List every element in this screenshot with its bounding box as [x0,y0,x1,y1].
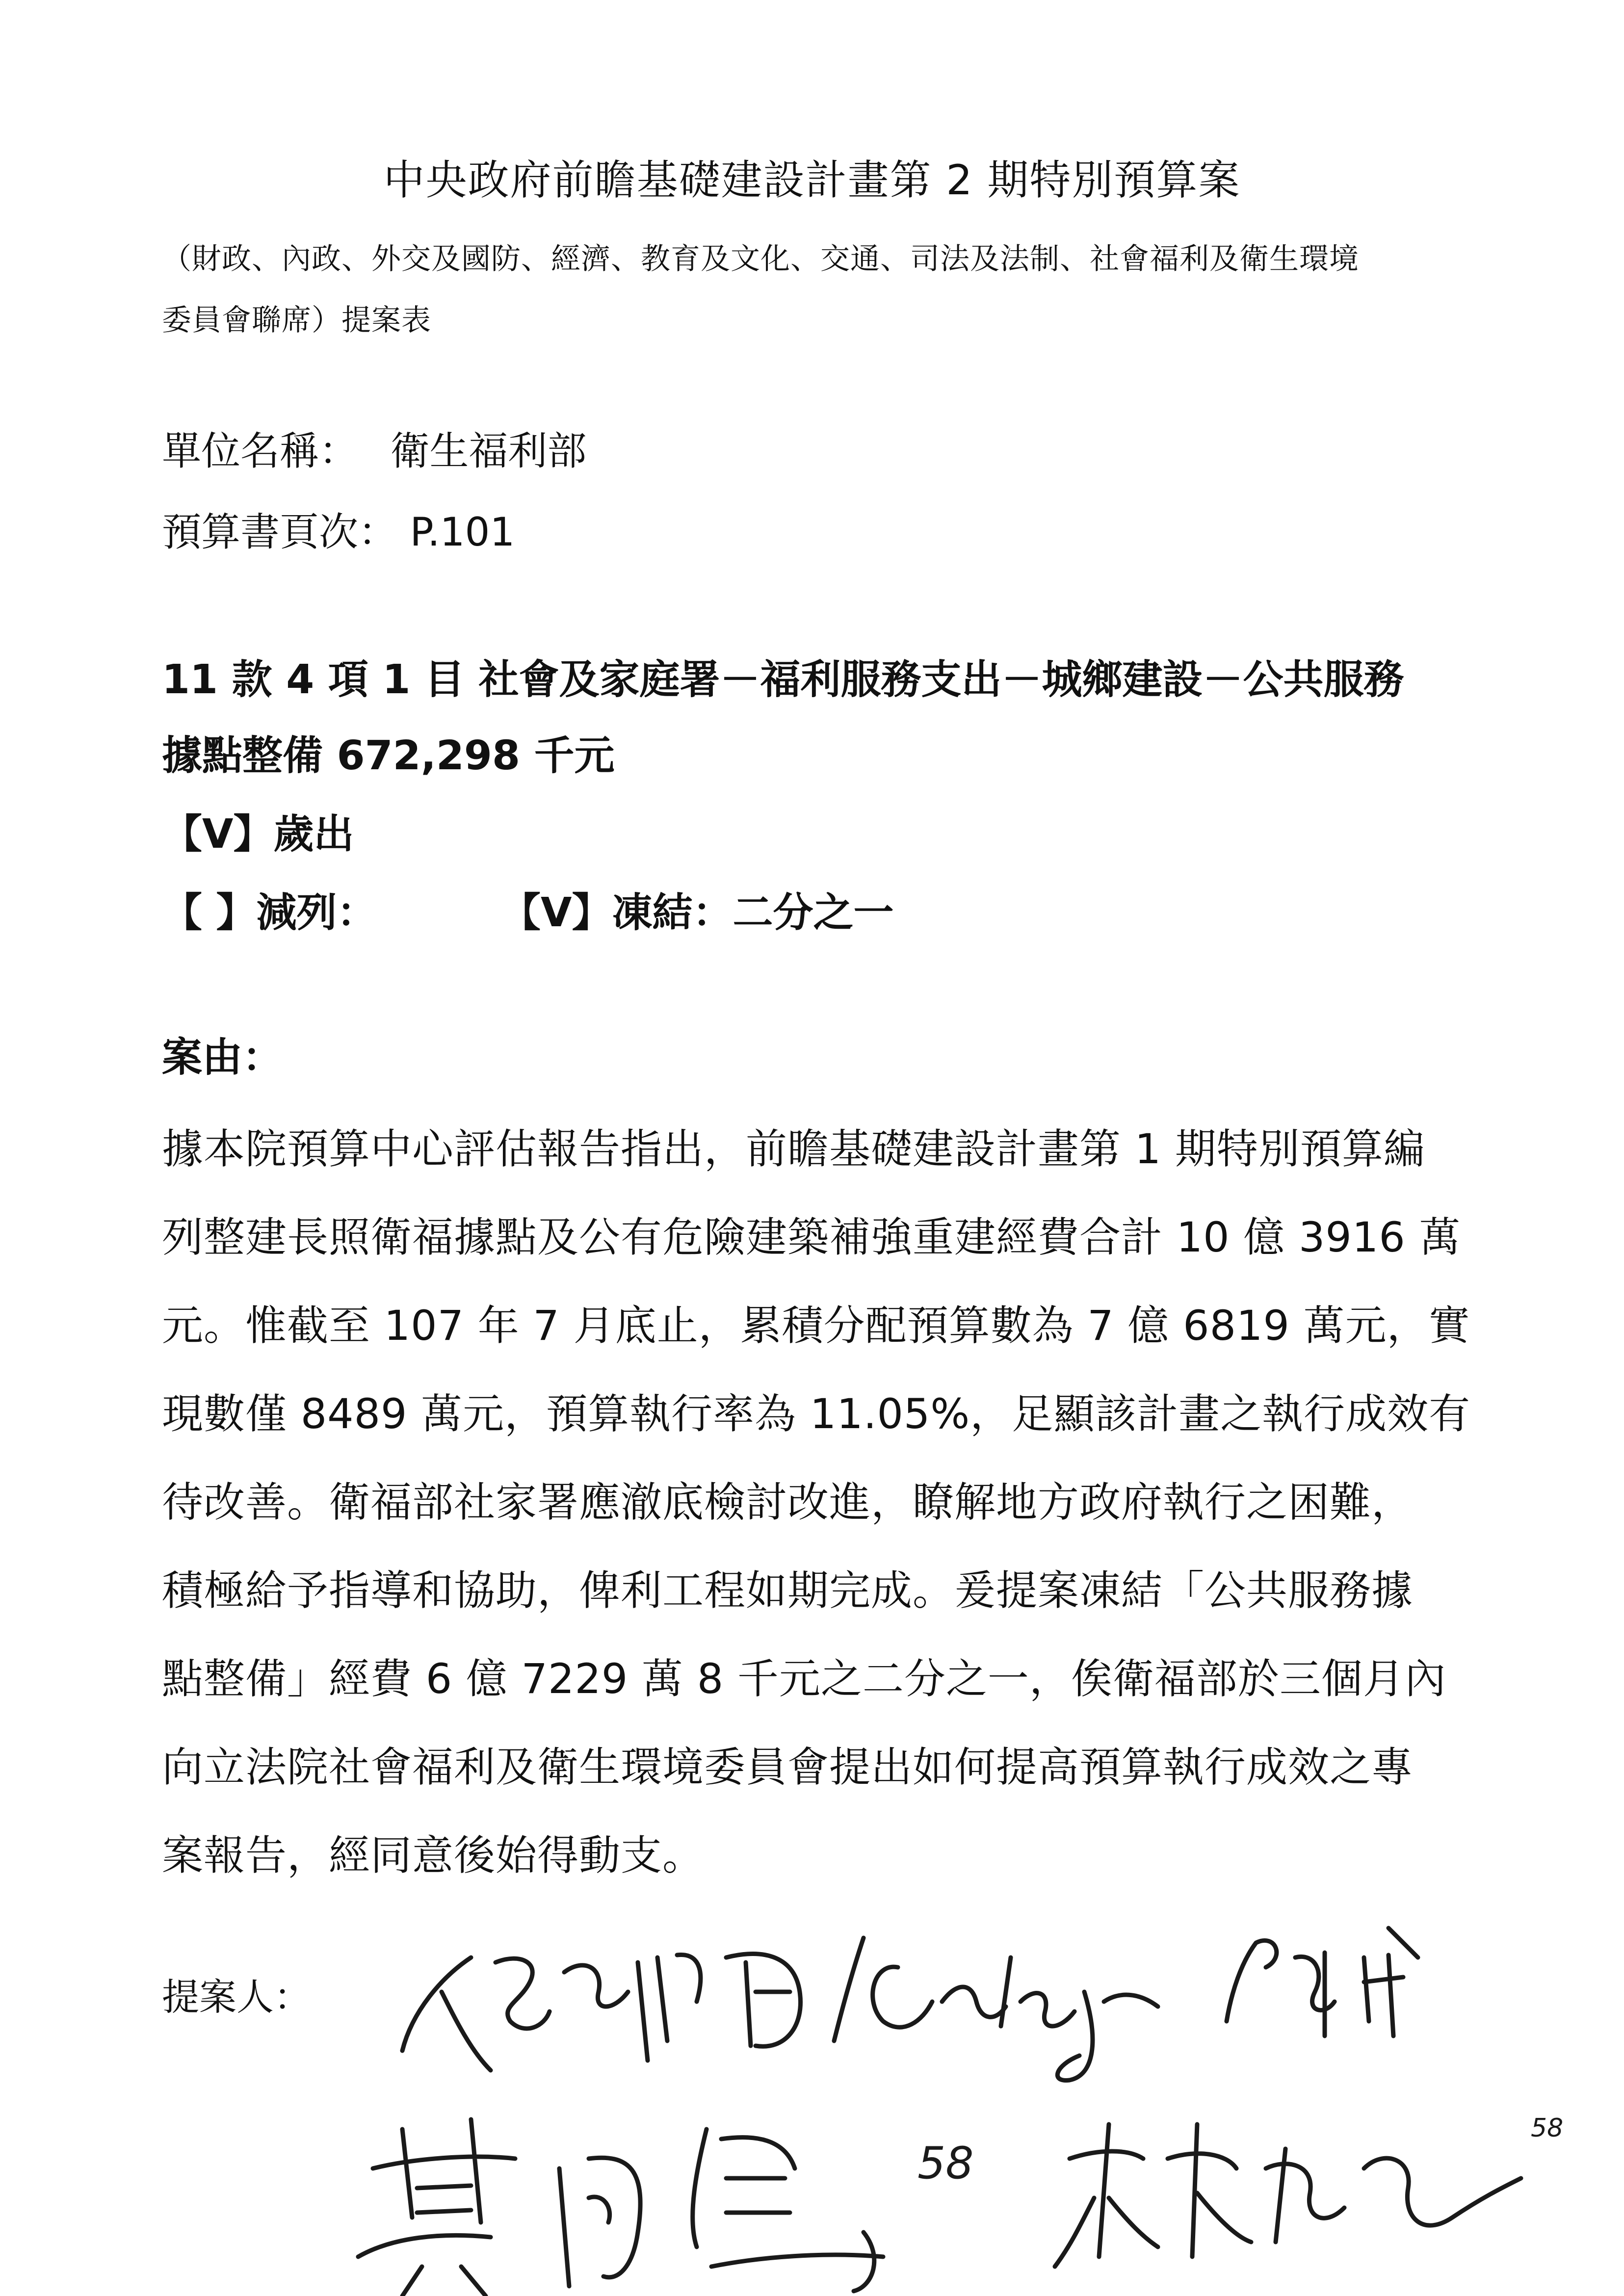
reason-line: 向立法院社會福利及衛生環境委員會提出如何提高預算執行成效之專 [162,1743,1414,1791]
signature-3 [1227,1928,1418,2036]
reason-line: 現數僅 8489 萬元，預算執行率為 11.05%，足顯該計畫之執行成效有 [162,1390,1471,1438]
proposer-label: 提案人： [162,1975,311,2019]
item-line-2: 據點整備 672,298 千元 [162,732,615,779]
signature-4 [358,2119,883,2296]
signature-2 [834,1938,1158,2080]
reason-heading: 案由： [162,1034,283,1081]
item-reduce: 【 】減列： [162,889,377,936]
budget-page-value: P.101 [410,509,515,555]
reason-line: 積極給予指導和協助，俾利工程如期完成。爰提案凍結「公共服務據 [162,1566,1414,1615]
reason-line: 列整建長照衛福據點及公有危險建築補強重建經費合計 10 億 3916 萬 [162,1213,1461,1261]
item-line-1: 11 款 4 項 1 目 社會及家庭署－福利服務支出－城鄉建設－公共服務 [162,656,1404,703]
document-title: 中央政府前瞻基礎建設計畫第 2 期特別預算案 [383,156,1241,204]
reason-line: 待改善。衛福部社家署應澈底檢討改進，瞭解地方政府執行之困難， [162,1478,1414,1526]
signature-1 [402,1954,801,2070]
committee-line-2: 委員會聯席）提案表 [162,303,431,338]
reason-line: 元。惟截至 107 年 7 月底止，累積分配預算數為 7 億 6819 萬元，實 [162,1302,1470,1350]
item-type-expenditure: 【V】歲出 [162,811,354,858]
reason-line: 據本院預算中心評估報告指出，前瞻基礎建設計畫第 1 期特別預算編 [162,1125,1425,1173]
reason-line: 案報告，經同意後始得動支。 [162,1831,705,1879]
annotation-a: 58 [917,2138,974,2189]
item-freeze: 【V】凍結：二分之一 [500,889,894,936]
reason-line: 點整備」經費 6 億 7229 萬 8 千元之二分之一，俟衛福部於三個月內 [162,1655,1446,1703]
unit-value: 衛生福利部 [390,428,587,474]
budget-page-label: 預算書頁次： [162,509,397,555]
signature-5 [1055,2124,1521,2267]
committee-line-1: （財政、內政、外交及國防、經濟、教育及文化、交通、司法及法制、社會福利及衛生環境 [162,242,1359,276]
annotation-b: 58 [1531,2113,1564,2143]
unit-label: 單位名稱： [162,428,358,474]
